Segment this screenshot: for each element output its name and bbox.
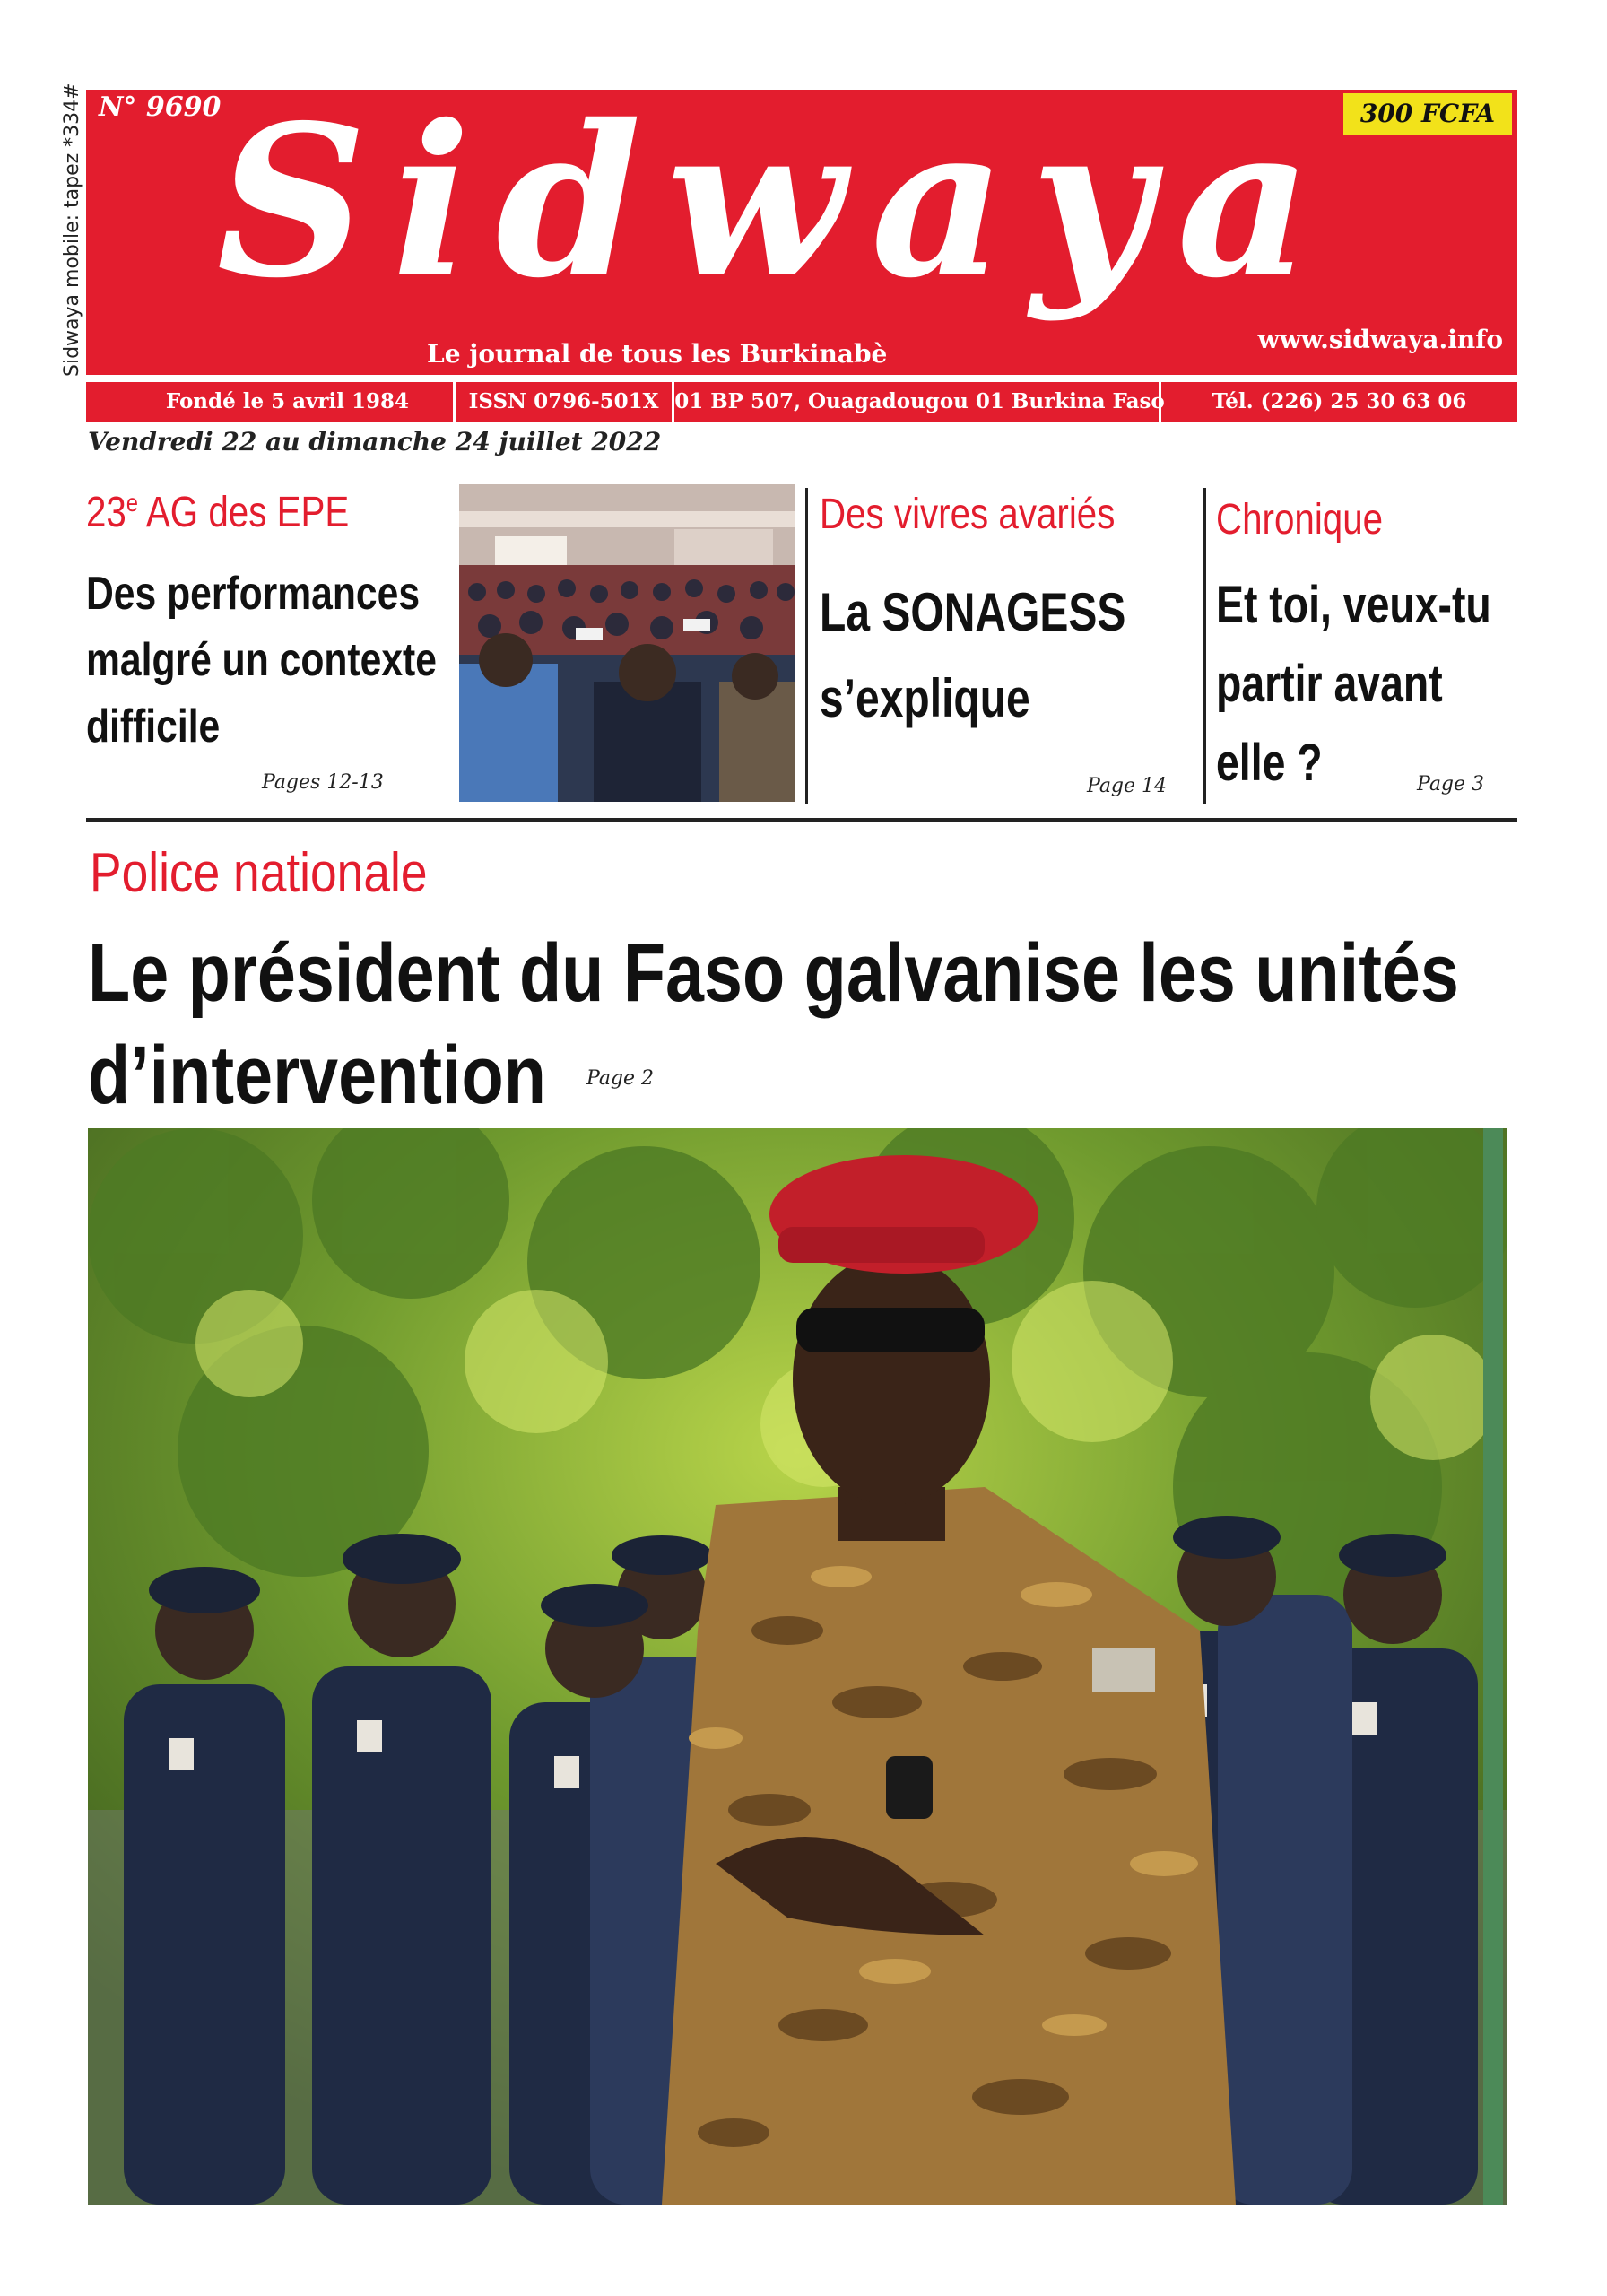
issue-number: N° 9690 — [99, 91, 222, 123]
assembly-photo — [459, 484, 795, 802]
teaser-title: La SONAGESS s’explique — [820, 582, 1126, 728]
teaser-sonagess[interactable] — [820, 484, 1196, 807]
kicker-superscript: e — [126, 489, 138, 517]
newspaper-logo: Sidwaya — [216, 79, 1337, 324]
page-reference: Pages 12-13 — [262, 771, 384, 794]
main-story-kicker: Police nationale — [90, 842, 428, 904]
page-reference: Page 14 — [1087, 775, 1168, 797]
teaser-kicker: Chronique — [1216, 496, 1384, 544]
sidebar-mobile-note: Sidwaya mobile: tapez *334# — [61, 83, 83, 377]
main-story-page-reference: Page 2 — [586, 1067, 655, 1090]
column-divider — [1203, 488, 1206, 804]
main-story-photo — [88, 1128, 1507, 2205]
teaser-kicker — [86, 488, 395, 537]
dateline: Vendredi 22 au dimanche 24 juillet 2022 — [88, 427, 662, 457]
assembly-photo-graphic — [459, 484, 795, 802]
section-divider — [86, 818, 1517, 822]
kicker-text: AG des EPE — [137, 489, 350, 536]
teaser-kicker: Des vivres avariés — [820, 491, 1116, 538]
founded-date: Fondé le 5 avril 1984 — [165, 389, 410, 413]
teaser-title: Et toi, veux-tu partir avant elle ? — [1216, 576, 1491, 792]
price-badge: 300 FCFA — [1343, 93, 1512, 135]
phone-number: Tél. (226) 25 30 63 06 — [1212, 389, 1467, 413]
teaser-title: Des performances malgré un contexte difficile — [86, 568, 437, 752]
tagline: Le journal de tous les Burkinabè — [427, 339, 888, 369]
masthead — [86, 79, 1517, 375]
info-bar — [86, 382, 1517, 422]
postal-address: 01 BP 507, Ouagadougou 01 Burkina Faso — [674, 389, 1165, 413]
website-url: www.sidwaya.info — [1257, 325, 1503, 354]
main-story-headline[interactable]: Le président du Faso galvanise les unités d’intervention — [88, 927, 1459, 1121]
page-reference: Page 3 — [1417, 773, 1485, 796]
kicker-number: 23 — [86, 489, 126, 536]
column-divider — [805, 488, 808, 804]
issn: ISSN 0796-501X — [468, 389, 659, 413]
teaser-chronique[interactable] — [1216, 484, 1512, 807]
teaser-epe[interactable] — [86, 484, 454, 807]
main-story-photo-graphic — [88, 1128, 1507, 2205]
